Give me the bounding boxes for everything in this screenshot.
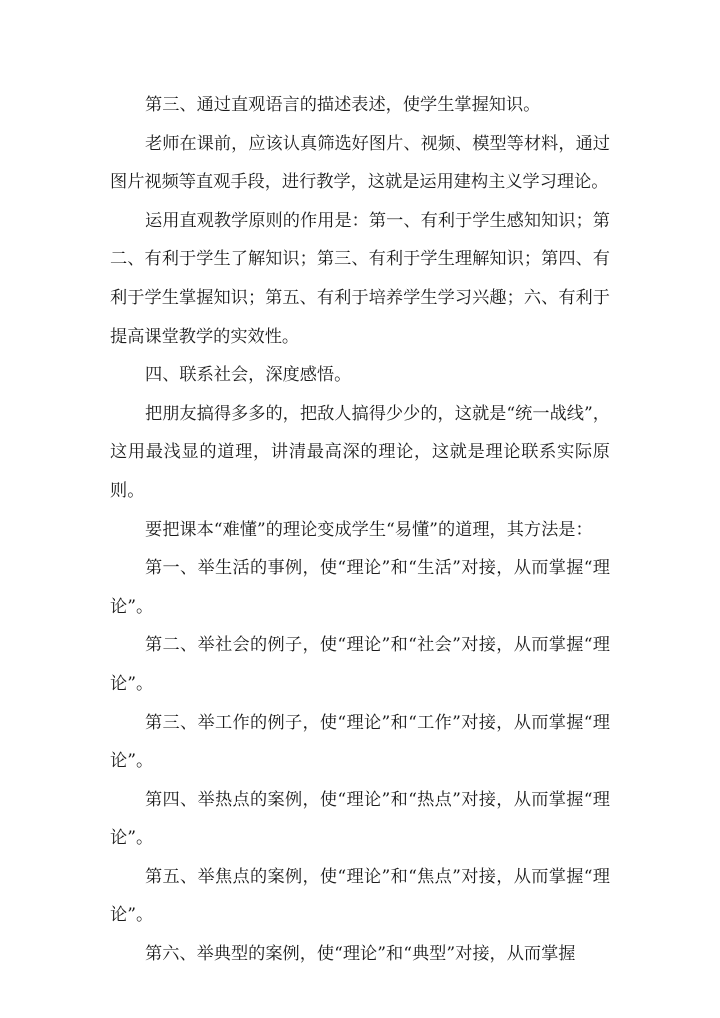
paragraph: 第三、通过直观语言的描述表述，使学生掌握知识。 [145, 95, 541, 115]
paragraph: 要把课本“难懂”的理论变成学生“易懂”的道理，其方法是： [145, 519, 593, 540]
list-item: 第六、举典型的案例，使“理论”和“典型”对接，从而掌握 [145, 944, 576, 965]
list-item: 第五、举焦点的案例，使“理论”和“焦点”对接，从而掌握“理论”。 [110, 866, 610, 926]
paragraph: 运用直观教学原则的作用是：第一、有利于学生感知知识；第二、有利于学生了解知识；第三、有利于学生理解知识；第四、有利于学生掌握知识；第五、有利于培养学生学习兴趣；六、有利于提高课堂教学的实效性。 [110, 210, 610, 347]
paragraph: 老师在课前，应该认真筛选好图片、视频、模型等材料，通过图片视频等直观手段，进行教学，这就是运用建构主义学习理论。 [110, 133, 610, 193]
list-item: 第三、举工作的例子，使“理论”和“工作”对接，从而掌握“理论”。 [110, 712, 610, 772]
body-text [110, 86, 610, 974]
list-item: 第四、举热点的案例，使“理论”和“热点”对接，从而掌握“理论”。 [110, 789, 610, 849]
paragraph: 把朋友搞得多多的，把敌人搞得少少的，这就是“统一战线”，这用最浅显的道理，讲清最高深的理论，这就是理论联系实际原则。 [110, 403, 610, 501]
list-item: 第一、举生活的事例，使“理论”和“生活”对接，从而掌握“理论”。 [110, 558, 610, 617]
section-heading: 四、联系社会，深度感悟。 [145, 365, 352, 386]
list-item: 第二、举社会的例子，使“理论”和“社会”对接，从而掌握“理论”。 [110, 635, 610, 694]
